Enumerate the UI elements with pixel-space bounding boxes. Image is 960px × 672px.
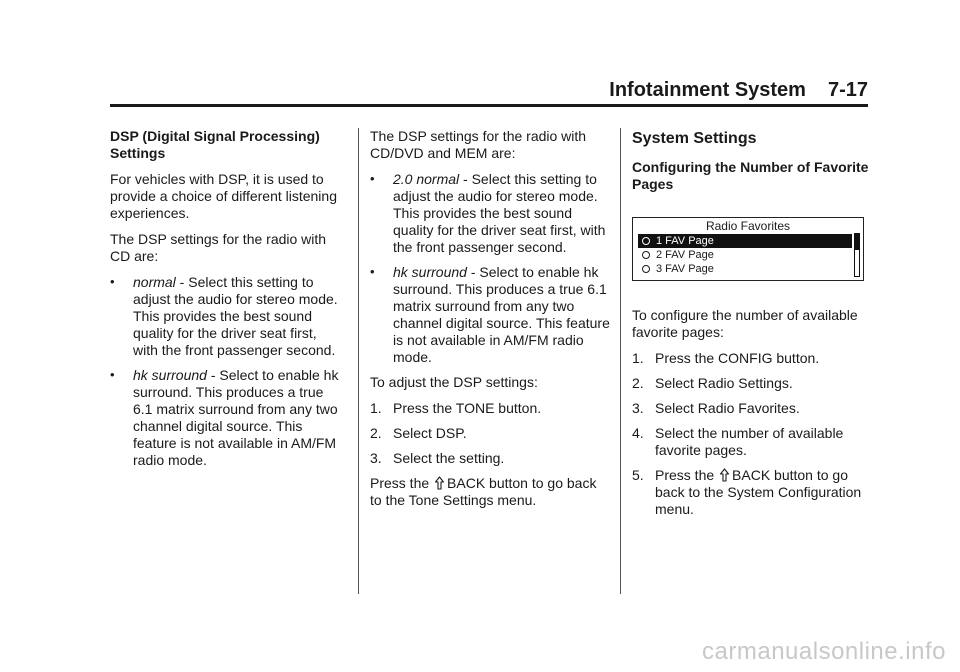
bullet-item bbox=[370, 264, 610, 366]
step-number: 4. bbox=[632, 425, 644, 441]
bullet-text: - Select to enable hk surround. This produces a true 6.1 matrix surround from any two channel digital source. This feature is not available in AM/FM radio mode. bbox=[393, 264, 610, 365]
screen-title: Radio Favorites bbox=[705, 219, 791, 233]
radio-ring-icon bbox=[642, 237, 650, 245]
bullet-term: hk surround bbox=[133, 367, 207, 383]
favorite-item bbox=[638, 234, 852, 248]
bullet-dot-icon: • bbox=[110, 367, 115, 382]
column-divider bbox=[358, 128, 359, 594]
favorite-label: 2 FAV Page bbox=[656, 249, 714, 261]
step-text: Select DSP. bbox=[393, 425, 467, 441]
column-3 bbox=[632, 128, 878, 526]
step-number: 2. bbox=[632, 375, 644, 391]
favorite-item bbox=[638, 262, 852, 276]
bullet-item bbox=[370, 171, 610, 256]
step-number: 3. bbox=[632, 400, 644, 416]
step-item bbox=[632, 425, 878, 459]
step-item bbox=[370, 450, 610, 467]
paragraph: The DSP settings for the radio with CD/DVD and MEM are: bbox=[370, 128, 587, 161]
bullet-item bbox=[110, 367, 342, 469]
step-item bbox=[632, 400, 878, 417]
section-title: Infotainment System bbox=[609, 79, 806, 101]
section-heading: System Settings bbox=[632, 130, 757, 147]
bullet-text: - Select to enable hk surround. This produces a true 6.1 matrix surround from any two channel digital source. This feature is not available in AM/FM radio mode. bbox=[133, 367, 339, 468]
step-number: 1. bbox=[632, 350, 644, 366]
bullet-dot-icon: • bbox=[370, 264, 375, 279]
step-number: 2. bbox=[370, 425, 382, 441]
scrollbar bbox=[854, 233, 860, 277]
watermark-link[interactable]: carmanualsonline.info bbox=[702, 638, 946, 665]
paragraph: The DSP settings for the radio with CD are: bbox=[110, 231, 327, 264]
step-item bbox=[632, 467, 878, 518]
radio-ring-icon bbox=[642, 265, 650, 273]
step-item bbox=[370, 425, 610, 442]
step-text: Press the CONFIG button. bbox=[655, 350, 820, 366]
bullet-dot-icon: • bbox=[370, 171, 375, 186]
paragraph bbox=[370, 475, 610, 509]
back-arrow-icon bbox=[719, 468, 730, 482]
bullet-term: normal bbox=[133, 274, 176, 290]
radio-ring-icon bbox=[642, 251, 650, 259]
bullet-term: hk surround bbox=[393, 264, 467, 280]
paragraph: To adjust the DSP settings: bbox=[370, 374, 538, 390]
bullet-item bbox=[110, 274, 342, 359]
scrollbar-thumb bbox=[855, 234, 859, 250]
bullet-dot-icon: • bbox=[110, 274, 115, 289]
text-fragment: BACK button to go back to the Tone Settings menu. bbox=[370, 475, 597, 508]
step-item bbox=[632, 350, 878, 367]
page-header bbox=[110, 78, 868, 107]
step-number: 3. bbox=[370, 450, 382, 466]
step-text: Select Radio Settings. bbox=[655, 375, 793, 391]
step-text: Select Radio Favorites. bbox=[655, 400, 800, 416]
text-fragment: Press the bbox=[655, 467, 719, 483]
favorite-label: 1 FAV Page bbox=[656, 235, 714, 247]
step-text: Select the setting. bbox=[393, 450, 505, 466]
paragraph: For vehicles with DSP, it is used to provide a choice of different listening experiences. bbox=[110, 171, 337, 221]
dsp-heading: DSP (Digital Signal Processing) Settings bbox=[110, 128, 320, 161]
column-2 bbox=[370, 128, 610, 518]
bullet-term: 2.0 normal bbox=[393, 171, 460, 187]
bullet-text: - Select this setting to adjust the audio for stereo mode. This provides the best sound quality for the driver seat first, with the front passenger second. bbox=[133, 274, 338, 358]
paragraph: To configure the number of available favorite pages: bbox=[632, 307, 858, 340]
step-text: Select the number of available favorite pages. bbox=[655, 425, 844, 458]
radio-favorites-screen bbox=[632, 217, 864, 281]
column-1 bbox=[110, 128, 342, 477]
column-divider bbox=[620, 128, 621, 594]
text-fragment: BACK button to go back to the System Configuration menu. bbox=[655, 467, 862, 517]
favorite-item bbox=[638, 248, 852, 262]
step-text: Press the TONE button. bbox=[393, 400, 542, 416]
bullet-text: - Select this setting to adjust the audio for stereo mode. This provides the best sound quality for the driver seat first, with the front passenger second. bbox=[393, 171, 606, 255]
page-number: 7-17 bbox=[827, 79, 868, 101]
sub-heading: Configuring the Number of Favorite Pages bbox=[632, 159, 869, 192]
step-item bbox=[370, 400, 610, 417]
step-item bbox=[632, 375, 878, 392]
back-arrow-icon bbox=[434, 476, 445, 490]
step-number: 5. bbox=[632, 467, 644, 483]
step-number: 1. bbox=[370, 400, 382, 416]
text-fragment: Press the bbox=[370, 475, 434, 491]
favorite-label: 3 FAV Page bbox=[656, 263, 714, 275]
